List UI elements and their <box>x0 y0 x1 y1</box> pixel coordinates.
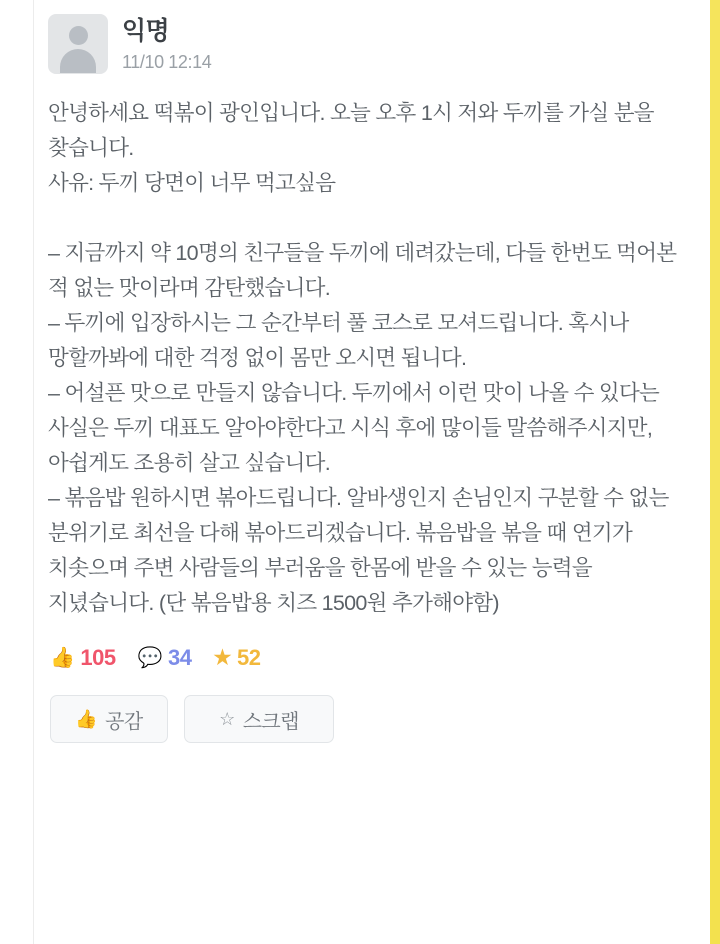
stat-like-count: 105 <box>80 645 116 670</box>
like-button-label: 공감 <box>105 710 143 733</box>
person-placeholder-icon-body <box>60 49 96 73</box>
post-author-row[interactable] <box>34 0 702 74</box>
author-name: 익명 <box>122 17 170 45</box>
page-left-edge <box>0 0 34 944</box>
post-timestamp: 11/10 12:14 <box>122 52 212 72</box>
person-placeholder-icon <box>69 26 88 45</box>
post-paragraph: – 두끼에 입장하시는 그 순간부터 풀 코스로 모셔드립니다. 혹시나 망할까봐에 대한 걱정 없이 몸만 오시면 됩니다. <box>48 311 629 370</box>
scrap-button[interactable] <box>184 695 334 743</box>
page-right-edge <box>702 0 720 944</box>
post-paragraph-spacer <box>48 201 688 236</box>
post-paragraph: – 어설픈 맛으로 만들지 않습니다. 두끼에서 이런 맛이 나올 수 있다는 사실은 두끼 대표도 알아야한다고 시식 후에 많이들 말씀해주시지만, 아쉽게도 조용히 살고 싶습니다. <box>48 381 660 475</box>
right-edge-highlight-strip-lower <box>710 600 720 944</box>
stat-like[interactable] <box>50 645 116 671</box>
stat-scrap-count: 52 <box>236 645 261 670</box>
stat-comment-count: 34 <box>168 645 192 670</box>
post-paragraph: 안녕하세요 떡볶이 광인입니다. 오늘 오후 1시 저와 두끼를 가실 분을 찾습니다. <box>48 101 654 160</box>
post-body <box>34 74 702 621</box>
star-outline-icon: ☆ <box>219 709 235 729</box>
speech-bubble-icon: 💬 <box>137 647 163 669</box>
post-paragraph: – 지금까지 약 10명의 친구들을 두끼에 데려갔는데, 다들 한번도 먹어본 적 없는 맛이라며 감탄했습니다. <box>48 241 677 300</box>
thumbs-up-icon: 👍 <box>50 647 75 669</box>
star-icon: ★ <box>213 647 231 669</box>
post-stats <box>34 621 702 671</box>
post-content <box>34 0 702 944</box>
post-actions <box>34 671 702 743</box>
thumbs-up-outline-icon: 👍 <box>75 709 98 729</box>
stat-comment[interactable] <box>138 645 192 671</box>
post-paragraph: 사유: 두끼 당면이 너무 먹고싶음 <box>48 171 336 195</box>
avatar[interactable] <box>48 14 108 74</box>
author-meta <box>122 14 211 73</box>
post-paragraph: – 볶음밥 원하시면 볶아드립니다. 알바생인지 손님인지 구분할 수 없는 분위기로 최선을 다해 볶아드리겠습니다. 볶음밥을 볶을 때 연기가 치솟으며 주변 사람들의 부러움을 한몸에 받을 수 있는 능력을 지녔습니다. (단 볶음밥용 치즈 1500원 추가해야함) <box>48 486 669 615</box>
scrap-button-label: 스크랩 <box>242 710 299 733</box>
like-button[interactable] <box>50 695 168 743</box>
stat-scrap[interactable] <box>214 645 261 671</box>
